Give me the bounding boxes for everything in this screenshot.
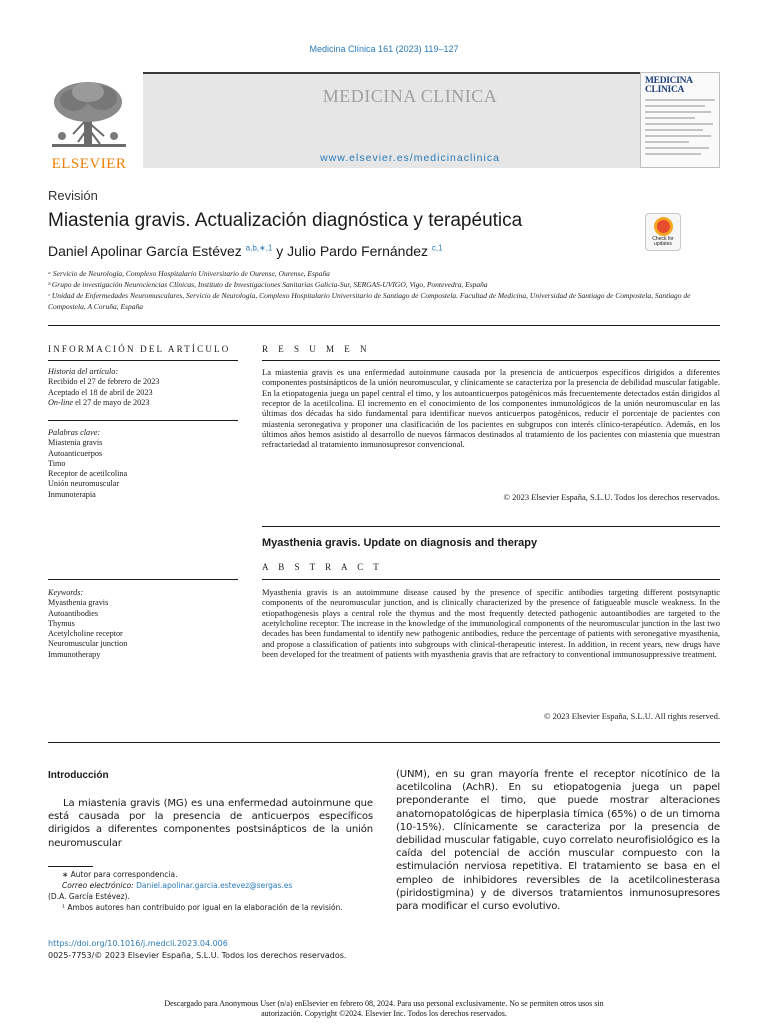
affiliation: ᵃ Servicio de Neurología, Complexo Hospitalario Universitario de Ourense, Ourense, España: [48, 269, 330, 278]
resumen-copyright: © 2023 Elsevier España, S.L.U. Todos los derechos reservados.: [503, 492, 720, 502]
email-label: Correo electrónico:: [62, 881, 134, 890]
cover-line: [645, 129, 703, 131]
keyword: Inmunoterapia: [48, 489, 96, 499]
download-notice: [0, 999, 768, 1019]
journal-masthead: [48, 70, 720, 170]
online-label: On-line: [48, 397, 74, 407]
history-label: Historia del artículo:: [48, 367, 119, 376]
keyword: Unión neuromuscular: [48, 479, 120, 489]
accepted-date: Aceptado el 18 de abril de 2023: [48, 387, 153, 397]
keywords-en-label: Keywords:: [48, 588, 84, 597]
download-notice-line: autorización. Copyright ©2024. Elsevier Inc. Todos los derechos reservados.: [261, 1009, 507, 1018]
cover-line: [645, 123, 713, 125]
abstract-copyright: © 2023 Elsevier España, S.L.U. All rights reserved.: [544, 711, 720, 721]
cover-line: [645, 135, 711, 137]
resumen-heading: R E S U M E N: [262, 344, 371, 354]
keyword: Acetylcholine receptor: [48, 629, 123, 639]
keyword: Receptor de acetilcolina: [48, 469, 128, 479]
english-title: Myasthenia gravis. Update on diagnosis and therapy: [262, 537, 538, 549]
journal-url-link[interactable]: www.elsevier.es/medicinaclinica: [320, 152, 500, 164]
article-history: [48, 367, 238, 408]
article-info-heading: INFORMACIÓN DEL ARTÍCULO: [48, 344, 231, 354]
body-paragraph: (UNM), en su gran mayoría frente el receptor nicotínico de la acetilcolina (AchR). En su etiopatogenia juega un papel preponderante el timo, que puede mostrar alteraciones anatomopatológicas de hiperplasia tímica (65%) o de un timoma (10-15%). Clínicamente se caracteriza por la presencia de debilidad muscular fatigable, cuyo correlato neurofisiológico es la caída del potencial de acción muscular compuesto con la estimulación nerviosa repetitiva. El tratamiento se basa en el empleo de inhibidores reversibles de la acetilcolinesterasa (piridostigmina) y de diversos tratamientos inmunosupresores para modificar el curso evolutivo.: [396, 769, 720, 913]
email-owner: (D.A. García Estévez).: [48, 892, 130, 901]
cover-line: [645, 147, 709, 149]
section-heading-introduccion: Introducción: [48, 770, 109, 781]
cover-line: [645, 117, 695, 119]
keyword: Timo: [48, 458, 66, 468]
journal-cover-thumbnail[interactable]: [640, 72, 720, 168]
keywords-es: [48, 428, 238, 500]
article-title: Miastenia gravis. Actualización diagnóstica y terapéutica: [48, 210, 523, 231]
doi-link[interactable]: https://doi.org/10.1016/j.medcli.2023.04.006: [48, 939, 228, 948]
keywords-label: Palabras clave:: [48, 428, 101, 437]
affiliations: [48, 268, 720, 312]
divider: [48, 742, 720, 743]
divider: [262, 579, 720, 580]
author-affiliation-marker[interactable]: c,1: [431, 243, 443, 253]
elsevier-wordmark: ELSEVIER: [51, 156, 127, 172]
keyword: Miastenia gravis: [48, 438, 103, 448]
keyword: Autoanticuerpos: [48, 448, 103, 458]
affiliation: ᵇ Grupo de investigación Neurociencias Clínicas, Instituto de Investigaciones Sanitarias Galicia-Sur, SERGAS-UVIGO, Vigo, Pontevedra, España: [48, 280, 488, 289]
author-list: [48, 243, 443, 259]
check-updates-label: Check for updates: [652, 236, 674, 247]
author-name[interactable]: Daniel Apolinar García Estévez: [48, 243, 242, 259]
divider: [262, 526, 720, 527]
affiliation: ᶜ Unidad de Enfermedades Neuromusculares, Servicio de Neurología, Complexo Hospitalario Universitario de Santiago de Compostela. Facultad de Medicina, Universidad de Santiago de Compostela, Santiago de Compostela, A Coruña, España: [48, 291, 691, 311]
issn-copyright: 0025-7753/© 2023 Elsevier España, S.L.U. Todos los derechos reservados.: [48, 951, 347, 960]
divider: [48, 360, 238, 361]
author-affiliation-marker[interactable]: a,b,∗,1: [245, 243, 273, 253]
footnote-rule: [48, 866, 93, 867]
equal-contribution-note: ¹ Ambos autores han contribuido por igual en la elaboración de la revisión.: [62, 903, 343, 912]
keyword: Thymus: [48, 618, 75, 628]
journal-banner: [143, 72, 677, 168]
cover-line: [645, 141, 689, 143]
author-name[interactable]: Julio Pardo Fernández: [287, 243, 429, 259]
check-updates-icon: [654, 217, 673, 236]
divider: [48, 325, 720, 326]
corresponding-author-note: ∗ Autor para correspondencia.: [62, 870, 178, 879]
keyword: Neuromuscular junction: [48, 639, 128, 649]
journal-citation[interactable]: Medicina Clínica 161 (2023) 119–127: [309, 44, 459, 54]
footnotes: [48, 869, 378, 913]
divider: [48, 579, 238, 580]
divider: [262, 360, 720, 361]
cover-title: MEDICINA CLINICA: [645, 76, 693, 95]
check-for-updates-button[interactable]: [645, 213, 681, 251]
cover-line: [645, 153, 701, 155]
journal-title: MEDICINA CLINICA: [322, 86, 498, 106]
email-link[interactable]: Daniel.apolinar.garcia.estevez@sergas.es: [136, 881, 293, 890]
keyword: Immunotherapy: [48, 649, 101, 659]
author-joiner: y: [276, 243, 284, 259]
abstract-text: Myasthenia gravis is an autoimmune disease caused by the presence of specific antibodies targeting different postsynaptic components of the neuromuscular junction, and is clinically characterized by the presence of fatigueable muscle weakness. In the etiopathogenesis plays a central role the thymus and the most frequently detected pathogenic autoantibodies are targeted to the acetylcholine receptor. The increase in the knowledge of the immunological components of the neuromuscular junction in the last two decades has been fundamental to identify new pathogenic antibodies, reduce the percentage of patients with seronegative myasthenia, and propose a classification of patients into subgroups with clinical-therapeutic interest. In addition, in recent years, new drugs have been developed for the treatment of patients with myasthenia gravis that are refractory to conventional immunosuppressive treatment.: [262, 587, 720, 660]
divider: [48, 420, 238, 421]
keyword: Autoantibodies: [48, 608, 99, 618]
cover-line: [645, 99, 715, 101]
body-paragraph: La miastenia gravis (MG) es una enfermedad autoinmune que está causada por la presencia de anticuerpos específicos dirigidos a diferentes componentes postsinápticos de la unión neuromuscular: [48, 798, 373, 849]
tree-icon: [48, 78, 130, 150]
abstract-heading: A B S T R A C T: [262, 562, 383, 572]
resumen-text: La miastenia gravis es una enfermedad autoinmune causada por la presencia de anticuerpos específicos dirigidos a diferentes componentes postsinápticos de la unión neuromuscular, y clínicamente se caracteriza por la presencia de debilidad muscular fatigable. En la etiopatogenia juega un papel central el timo, y los autoanticuerpos patogénicos más frecuentemente detectados están dirigidos al receptor de la acetilcolina. El incremento en el conocimiento de los componentes inmunológicos de la unión neuromuscular en las últimas dos décadas ha sido fundamental para identificar nuevos anticuerpos patogénicos, reducir el porcentaje de pacientes con miastenia seronegativa y proponer una clasificación de los pacientes en subgrupos con interés clínico-terapéutico. Además, en los últimos años hemos asistido al desarrollo de nuevos fármacos destinados al tratamiento de los pacientes con miastenia que muestran refractariedad al tratamiento inmunosupresor convencional.: [262, 367, 720, 450]
online-date: [48, 398, 238, 408]
keywords-en: [48, 588, 238, 660]
download-notice-line: Descargado para Anonymous User (n/a) enElsevier en febrero 08, 2024. Para uso personal exclusivamente. No se permiten otros usos sin: [164, 999, 604, 1008]
cover-line: [645, 111, 711, 113]
received-date: Recibido el 27 de febrero de 2023: [48, 377, 160, 387]
keyword: Myasthenia gravis: [48, 598, 109, 608]
online-date-value: el 27 de mayo de 2023: [73, 397, 150, 407]
cover-line: [645, 105, 705, 107]
elsevier-tree-logo: [48, 78, 130, 172]
article-type: Revisión: [48, 188, 98, 203]
